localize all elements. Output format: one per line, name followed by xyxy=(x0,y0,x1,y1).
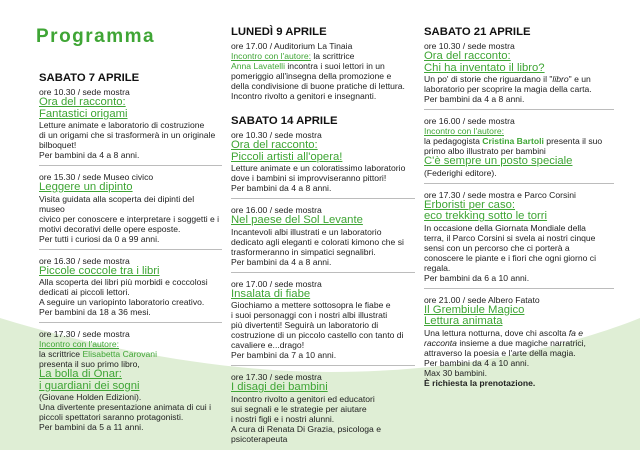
event-text: motivi decorativi delle opere esposte. xyxy=(39,223,181,234)
column-saturday-21 xyxy=(424,26,614,388)
event-title: Ora del racconto: xyxy=(424,50,511,62)
author-name: Anna Lavatelli xyxy=(231,61,285,71)
event-text: (Giovane Holden Edizioni). xyxy=(39,392,142,402)
event xyxy=(424,41,614,104)
booking-note: È richiesta la prenotazione. xyxy=(424,377,536,388)
event-title: Piccoli artisti all'opera! xyxy=(231,150,343,163)
divider xyxy=(39,249,222,250)
divider xyxy=(39,322,222,323)
column-saturday-7 xyxy=(39,72,222,432)
event-text: psicoterapeuta xyxy=(231,433,288,444)
event-text: racconta insieme a due magiche narratrici, xyxy=(424,337,586,348)
event-time: ore 17.30 / sede mostra e Parco Corsini xyxy=(424,189,576,200)
event-title: Nel paese del Sol Levante xyxy=(231,214,363,226)
event-title: Insalata di fiabe xyxy=(231,287,311,300)
page-title: Programma xyxy=(36,26,156,47)
author-name: Cristina Bartoli xyxy=(482,136,544,146)
event-age: Per bambini da 7 a 10 anni. xyxy=(231,350,337,360)
event-title: Erboristi per caso: xyxy=(424,198,516,211)
day-heading: LUNEDÌ 9 APRILE xyxy=(231,26,327,38)
event-time: ore 17.00 / sede mostra xyxy=(231,278,322,289)
event-title: Piccole coccole tra i libri xyxy=(39,264,160,277)
event-text: i suoi personaggi con i nostri albi illustrati xyxy=(231,310,388,320)
event-age: Per bambini da 4 a 8 anni. xyxy=(231,183,332,193)
event-title: Fantastici origami xyxy=(39,107,128,120)
event xyxy=(424,116,614,178)
event-text: laboratorio per scoprire la magia della carta. xyxy=(424,84,592,94)
event-text: dedicato agli eleganti e colorati kimono che si xyxy=(231,236,404,247)
event-text: (Federighi editore). xyxy=(424,167,497,178)
divider xyxy=(231,272,415,273)
event-text: regala. xyxy=(424,262,451,273)
day-heading: SABATO 7 APRILE xyxy=(39,72,140,84)
event-text: Visita guidata alla scoperta dei dipinti del museo xyxy=(39,193,195,214)
event-text: di un origami che si trasformerà in un originale xyxy=(39,130,216,140)
event-title: Il Grembiule Magico xyxy=(424,303,525,316)
event-text: Una lettura notturna, dove chi ascolta fa e xyxy=(424,327,584,338)
event-text: Un po' di storie che riguardano il "libro" e un xyxy=(424,74,591,84)
event xyxy=(231,279,415,361)
event-text: attraverso la poesia e l'arte della magia. xyxy=(424,347,576,358)
event-time: ore 16.00 / sede mostra xyxy=(231,205,322,215)
event-time: ore 16.00 / sede mostra xyxy=(424,116,515,126)
event-text: della condivisione di buone pratiche di lettura. xyxy=(231,81,405,91)
event-text: sui segnali e le strategie per aiutare xyxy=(231,403,367,414)
column-monday-9-saturday-14 xyxy=(231,26,415,444)
divider xyxy=(424,183,614,184)
event-text: piccoli spettatori saranno protagonisti. xyxy=(39,412,184,422)
event-text: bilboquet! xyxy=(39,140,77,150)
event xyxy=(231,130,415,193)
event-time: ore 16.30 / sede mostra xyxy=(39,255,130,266)
event-text: A seguire un variopinto laboratorio creativo. xyxy=(39,297,205,307)
event-age: Per bambini da 5 a 11 anni. xyxy=(39,422,144,432)
event-age: Per bambini da 6 a 10 anni. xyxy=(424,272,530,283)
event xyxy=(424,295,614,388)
event-text: costruzione di un piccolo castello con tanto di xyxy=(231,330,404,340)
event-text: cavaliere e...drago! xyxy=(231,340,305,350)
divider xyxy=(424,288,614,289)
event-title: Lettura animata xyxy=(424,315,503,327)
event-time: ore 17.30 / sede mostra xyxy=(231,372,322,382)
divider xyxy=(424,109,614,110)
event-text: Una divertente presentazione animata di cui i xyxy=(39,402,211,412)
divider xyxy=(231,198,415,199)
event-text: la pedagogista Cristina Bartoli presenta il suo xyxy=(424,136,603,146)
event-text: Alla scoperta dei libri più morbidi e coccolosi xyxy=(39,277,208,287)
event-title: eco trekking sotto le torri xyxy=(424,210,548,222)
event-text: Incontro rivolto a genitori e insegnanti. xyxy=(231,91,377,101)
author-meeting-label: Incontro con l'autore: xyxy=(424,126,504,136)
event-age: Per tutti i curiosi da 0 a 99 anni. xyxy=(39,233,160,244)
event-title: Leggere un dipinto xyxy=(39,181,133,193)
author-name: Elisabetta Carovani xyxy=(82,349,157,359)
event-time: ore 15.30 / sede Museo civico xyxy=(39,172,154,182)
event-age: Per bambini da 4 a 8 anni. xyxy=(39,150,140,160)
event xyxy=(231,41,415,101)
event-text: A cura di Renata Di Grazia, psicologa e xyxy=(231,423,381,434)
event-text: più divertenti! Seguirà un laboratorio di xyxy=(231,320,379,330)
event-title: Chi ha inventato il libro? xyxy=(424,61,545,74)
event-text: i nostri figli e i nostri alunni. xyxy=(231,413,335,424)
event-text: la scrittrice Elisabetta Carovani xyxy=(39,349,157,359)
divider xyxy=(231,365,415,366)
event-text: terra, il Parco Corsini si svela ai nostri cinque xyxy=(424,232,596,243)
day-heading: SABATO 14 APRILE xyxy=(231,115,338,127)
event-title: Ora del racconto: xyxy=(39,96,126,108)
event-text: trasformeranno in simpatici segnalibri. xyxy=(231,246,376,257)
event-text: Giochiamo a mettere sottosopra le fiabe e xyxy=(231,300,391,310)
event-text: Max 30 bambini. xyxy=(424,367,488,378)
event-age: Per bambini da 4 a 10 anni. xyxy=(424,357,530,368)
event-text: Incontro rivolto a genitori ed educatori xyxy=(231,393,375,404)
event-text: Letture animate e un coloratissimo laboratorio xyxy=(231,163,406,173)
event xyxy=(39,329,222,432)
event-title: Ora del racconto: xyxy=(231,139,318,151)
event-time: ore 10.30 / sede mostra xyxy=(39,87,130,97)
author-meeting-label: Incontro con l'autore: xyxy=(39,339,119,349)
event-text: Letture animate e laboratorio di costruzione xyxy=(39,120,205,130)
event xyxy=(39,172,222,244)
event xyxy=(39,87,222,160)
event-time: ore 21.00 / sede Albero Fatato xyxy=(424,294,540,305)
event-time: ore 17.30 / sede mostra xyxy=(39,329,130,339)
event-text: primo albo illustrato per bambini xyxy=(424,146,546,156)
event xyxy=(231,372,415,444)
event-age: Per bambini da 4 a 8 anni. xyxy=(424,94,525,104)
event-text: civico per conoscere e interpretare i soggetti e i xyxy=(39,213,220,224)
event-text: Incontro con l'autore: la scrittrice xyxy=(231,51,355,61)
book-title: La bolla di Onar: xyxy=(39,368,122,380)
event-time: ore 10.30 / sede mostra xyxy=(231,130,322,140)
event-text: conoscere le piante e i fiori che ogni giorno ci xyxy=(424,252,596,263)
event-text: In occasione della Giornata Mondiale della xyxy=(424,222,586,233)
event-time: ore 10.30 / sede mostra xyxy=(424,41,515,51)
book-title: C'è sempre un posto speciale xyxy=(424,155,573,167)
event-text: dove i bambini si improvviseranno pittori! xyxy=(231,173,387,183)
event-text: sensi con un percorso che ci porterà a xyxy=(424,242,570,253)
event xyxy=(231,205,415,267)
event-text: Anna Lavatelli incontra i suoi lettori in un xyxy=(231,61,385,71)
event xyxy=(424,190,614,283)
author-meeting-label: Incontro con l'autore: xyxy=(231,51,311,61)
day-heading: SABATO 21 APRILE xyxy=(424,26,531,38)
event-text: presenta il suo primo libro, xyxy=(39,359,140,369)
event xyxy=(39,256,222,318)
event-text: dedicati ai piccoli lettori. xyxy=(39,287,130,297)
event-text: Incantevoli albi illustrati e un laboratorio xyxy=(231,226,382,237)
book-title: i guardiani dei sogni xyxy=(39,379,140,392)
divider xyxy=(39,165,222,166)
event-title: I disagi dei bambini xyxy=(231,381,328,393)
event-age: Per bambini da 18 a 36 mesi. xyxy=(39,307,151,317)
event-text: pomeriggio all'insegna della promozione e xyxy=(231,71,392,81)
event-age: Per bambini da 4 a 8 anni. xyxy=(231,256,332,267)
event-time: ore 17.00 / Auditorium La Tinaia xyxy=(231,41,353,51)
